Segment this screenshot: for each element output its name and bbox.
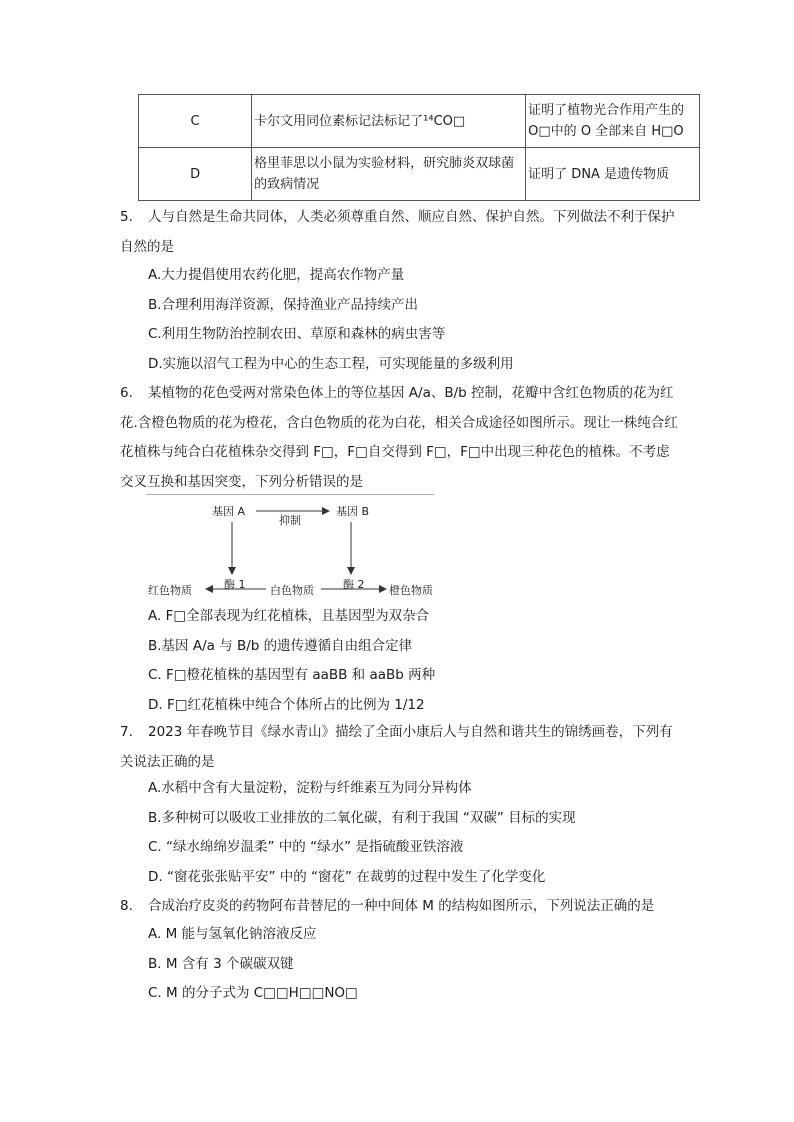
option-c: C. M 的分子式为 C□□H□□NO□ bbox=[148, 985, 358, 1002]
option-d: D. F□红花植株中纯合个体所占的比例为 1/12 bbox=[148, 696, 425, 713]
question-8-stem bbox=[120, 892, 680, 922]
question-8-options bbox=[148, 920, 358, 1009]
option-b: B.基因 A/a 与 B/b 的遗传遵循自由组合定律 bbox=[148, 637, 413, 654]
red-substance-label: 红色物质 bbox=[148, 584, 192, 597]
table-row bbox=[139, 148, 700, 201]
question-number: 6. bbox=[120, 385, 133, 401]
option-cell: D bbox=[139, 148, 252, 201]
question-6-stem bbox=[120, 379, 680, 497]
option-b: B. M 含有 3 个碳碳双键 bbox=[148, 955, 294, 972]
option-a: A. F□全部表现为红花植株，且基因型为双杂合 bbox=[148, 608, 430, 624]
question-number: 8. bbox=[120, 898, 133, 914]
question-text: 某植物的花色受两对常染色体上的等位基因 A/a、B/b 控制，花瓣中含红色物质的花为红花.含橙色物质的花为橙花，含白色物质的花为白花，相关合成途径如图所示。现让一株纯合红花植株与纯合白花植株杂交得到 F□，F□自交得到 F□，F□中出现三种花色的植株。不考虑交叉互换和基因突变，下列分析错误的是 bbox=[120, 385, 678, 490]
option-a: A.大力提倡使用农药化肥，提高农作物产量 bbox=[148, 267, 405, 283]
orange-substance-label: 橙色物质 bbox=[389, 584, 433, 597]
experiment-cell: 格里菲思以小鼠为实验材料，研究肺炎双球菌的致病情况 bbox=[252, 148, 526, 201]
enzyme2-label: 酶 2 bbox=[343, 578, 365, 591]
question-6-options bbox=[148, 602, 435, 720]
question-7-options bbox=[148, 774, 576, 892]
question-5-stem bbox=[120, 203, 680, 262]
table-row bbox=[139, 95, 700, 148]
question-text: 人与自然是生命共同体，人类必须尊重自然、顺应自然、保护自然。下列做法不利于保护自然的是 bbox=[120, 209, 675, 255]
inhibit-label: 抑制 bbox=[279, 514, 301, 527]
conclusion-cell: 证明了 DNA 是遗传物质 bbox=[526, 148, 700, 201]
option-cell: C bbox=[139, 95, 252, 148]
experiment-table bbox=[138, 94, 700, 201]
enzyme1-label: 酶 1 bbox=[224, 578, 246, 591]
white-substance-label: 白色物质 bbox=[270, 584, 314, 597]
question-7-stem bbox=[120, 718, 680, 777]
option-a: A.水稻中含有大量淀粉，淀粉与纤维素互为同分异构体 bbox=[148, 780, 472, 796]
option-a: A. M 能与氢氧化钠溶液反应 bbox=[148, 926, 317, 942]
option-d: D.实施以沼气工程为中心的生态工程，可实现能量的多级利用 bbox=[148, 355, 514, 372]
gene-b-label: 基因 B bbox=[336, 505, 370, 518]
conclusion-cell: 证明了植物光合作用产生的 O□中的 O 全部来自 H□O bbox=[526, 95, 700, 148]
option-d: D. “窗花张张贴平安” 中的 “窗花” 在裁剪的过程中发生了化学变化 bbox=[148, 868, 546, 885]
option-b: B.多种树可以吸收工业排放的二氧化碳，有利于我国 “双碳” 目标的实现 bbox=[148, 809, 576, 826]
option-c: C. “绿水绵绵岁温柔” 中的 “绿水” 是指硫酸亚铁溶液 bbox=[148, 839, 464, 856]
option-c: C. F□橙花植株的基因型有 aaBB 和 aaBb 两种 bbox=[148, 667, 436, 684]
option-b: B.合理利用海洋资源，保持渔业产品持续产出 bbox=[148, 296, 419, 313]
gene-a-label: 基因 A bbox=[212, 505, 246, 518]
question-text: 2023 年春晚节目《绿水青山》描绘了全面小康后人与自然和谐共生的锦绣画卷，下列有关说法正确的是 bbox=[120, 724, 673, 770]
question-number: 7. bbox=[120, 724, 133, 740]
question-number: 5. bbox=[120, 209, 133, 225]
option-c: C.利用生物防治控制农田、草原和森林的病虫害等 bbox=[148, 326, 446, 343]
question-text: 合成治疗皮炎的药物阿布昔替尼的一种中间体 M 的结构如图所示，下列说法正确的是 bbox=[148, 898, 655, 914]
experiment-cell: 卡尔文用同位素标记法标记了¹⁴CO□ bbox=[252, 95, 526, 148]
question-5-options bbox=[148, 261, 514, 379]
pathway-diagram bbox=[146, 494, 434, 600]
